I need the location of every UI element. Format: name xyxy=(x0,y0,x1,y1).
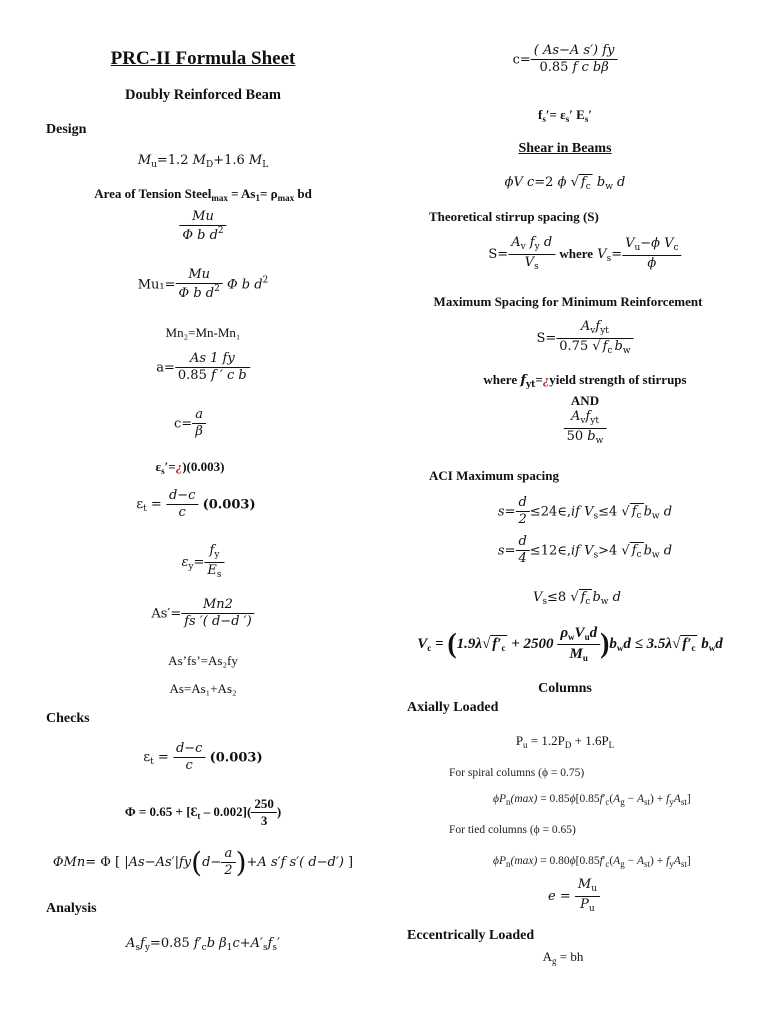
phi-mn-equation: ΦMn= Φ [ |As−As′|fy(d− $\frac{a}{2}$ )+A s′f s′( d−d′) ] xyxy=(52,845,354,879)
spiral-columns-equation: $\phi P_n(\max) = 0.85\phi[0.85f'_c(A_g - A_{st}) + f_yA_{st}]$ xyxy=(493,793,691,807)
max-spacing-label: Maximum Spacing for Minimum Reinforcement xyxy=(433,294,703,309)
phi-frac-num: 250 xyxy=(251,797,277,813)
as-prime-fs-equation: As’fs’=As₂fy xyxy=(168,653,238,668)
spiral-columns-label: For spiral columns (ϕ = 0.75) xyxy=(449,767,585,779)
tied-columns-equation: $\phi P_n(\max) = 0.80\phi[0.85f'_c(A_g - A_{st}) + f_yA_{st}]$ xyxy=(493,855,691,869)
phi-equation: $\Phi = 0.65 + [Ɛ_t - 0.002]$( $\frac{250}{3}$ ) xyxy=(124,796,282,829)
eccentricity-equation: e = $\frac{M_u}{P_u}$ xyxy=(548,878,600,915)
check-eps-t-equation: $\varepsilon_t$ = $\frac{d-c}{c}$ (0.003) xyxy=(143,741,263,774)
area-max-sub: max xyxy=(211,193,228,203)
area-eq2: = ρ xyxy=(259,186,278,201)
phi-vc-equation: ϕV c=2 ϕ √ $f_c$ $b_w$ d xyxy=(504,175,626,192)
as-sum-equation: As=As₁+As₂ xyxy=(169,681,237,696)
pu-symbol: P xyxy=(515,733,524,748)
as-prime-equation: As′= $\frac{Mn2}{fs '( d-d ')}$ xyxy=(151,598,254,630)
mn2-equation: Mn₂=Mn-Mn₁ xyxy=(165,325,241,340)
area-eq: = As xyxy=(227,186,256,201)
design-heading: Design xyxy=(46,122,87,137)
columns-heading: Columns xyxy=(538,681,592,696)
eccentrically-loaded-heading: Eccentrically Loaded xyxy=(407,928,535,943)
stirrup-spacing-equation: S= $\frac{A_v f_y d}{V_s}$ where $V_s=$ $\frac{V_u-\phi V_c}{\phi}$ xyxy=(488,236,681,273)
yield-strength-line: where $f_{yt}=¿yield$ strength of stirrups xyxy=(483,372,687,390)
aci-max-spacing-label: ACI Maximum spacing xyxy=(429,468,560,483)
checks-heading: Checks xyxy=(46,711,90,726)
ag-equation: $A_g$ = bh xyxy=(542,949,584,966)
ag-eq-rest: = bh xyxy=(556,949,584,964)
tied-phi-pn: ϕP xyxy=(493,855,506,867)
eps-t-equation: $\varepsilon_t$ = $\frac{d-c}{c}$ (0.003) xyxy=(136,488,256,521)
aci-spacing-2: s= $\frac{d}{4}$ ≤12∈,if $V_s>4$ √ $f_c$ $b_w$ d xyxy=(497,534,673,567)
analysis-equation: $A_sf_y=0.85$ $f'_cb$ $\beta_1c+A'_sf_s'$ xyxy=(126,936,280,953)
phi-eq-part3: ) xyxy=(276,803,282,819)
phi-eq-part1: Φ = 0.65 + [Ɛ xyxy=(124,803,198,819)
yield-text: yield strength of stirrups xyxy=(549,372,687,387)
mu-over-phi-bd2: $\frac{Mu}{\Phi b d^2}$ xyxy=(179,210,226,244)
tied-columns-label: For tied columns (ϕ = 0.65) xyxy=(449,824,576,836)
aci-spacing-1: s= $\frac{d}{2}$ ≤24∈,if $V_s\le 4$ √ $f_c$ $b_w$ d xyxy=(497,495,673,528)
vs-limit-equation: $V_s\le 8$ √ $f_c$ $b_w$ d xyxy=(533,590,621,607)
shear-heading: Shear in Beams xyxy=(518,141,612,156)
page-title: PRC-II Formula Sheet xyxy=(110,48,296,69)
eps-t-factor: (0.003) xyxy=(202,497,256,513)
eps-y-equation: $\varepsilon_y=$ $\frac{f_y}{E_s}$ xyxy=(181,544,224,581)
doubly-reinforced-heading: Doubly Reinforced Beam xyxy=(124,87,282,103)
vc-detailed-equation: $V_c = (1.9\lambda√$ $f'_c + 2500$ $\frac{\rho_wV_ud}{M_u}$ )$b_wd \le 3.5\lambda√$ $f'_c$ $b_wd$ xyxy=(417,625,723,663)
analysis-heading: Analysis xyxy=(46,901,97,916)
ag-symbol: A xyxy=(542,949,553,964)
fs-prime-equation: $f_s'= \varepsilon_s'$ $E_s'$ xyxy=(538,107,592,124)
area-eq3: bd xyxy=(294,186,312,201)
phi-eq-part2: – 0.002]( xyxy=(200,803,252,819)
axially-loaded-heading: Axially Loaded xyxy=(407,700,499,715)
mu1-equation: Mu₁= $\frac{Mu}{\Phi b d^2}$ Φ b $d^2$ xyxy=(137,267,269,302)
c-equation: c= $\frac{a}{\beta}$ xyxy=(174,408,206,440)
eps-s-prime: $\varepsilon_s'=¿)(0.003)$ xyxy=(155,459,225,476)
area-of-tension-steel: Area of Tension Steel$_{max}$ = $As_1= \rho_{max}$ bd xyxy=(94,186,312,203)
and-label: AND xyxy=(570,393,600,408)
stirrup-label: Theoretical stirrup spacing (S) xyxy=(429,209,599,224)
where-label-2: where xyxy=(483,372,518,387)
where-label: where xyxy=(559,245,594,261)
mu-equation: $M_u=1.2$ $M_D+1.6$ $M_L$ xyxy=(137,153,269,170)
max-spacing-equation: S= $\frac{A_vf_{yt}}{0.75 √ f_c b_w}$ xyxy=(536,320,633,357)
spiral-phi-pn: ϕP xyxy=(493,793,506,805)
area-steel-label: Area of Tension Steel xyxy=(94,186,212,201)
pu-equation: $P_u = 1.2P_D + 1.6P_L$ xyxy=(515,733,615,750)
c-analysis-equation: c= $\frac{\text{( As−A s′) fy}}{\text{0.85 f c bβ}}$ xyxy=(513,44,618,76)
phi-frac-den: 3 xyxy=(260,813,268,829)
a-equation: a= $\frac{As 1 fy}{\text{0.85 f ′ c b}}$ xyxy=(156,352,250,384)
min-spacing-equation: $\frac{A_vf_{yt}}{50 b_w}$ xyxy=(564,410,607,447)
